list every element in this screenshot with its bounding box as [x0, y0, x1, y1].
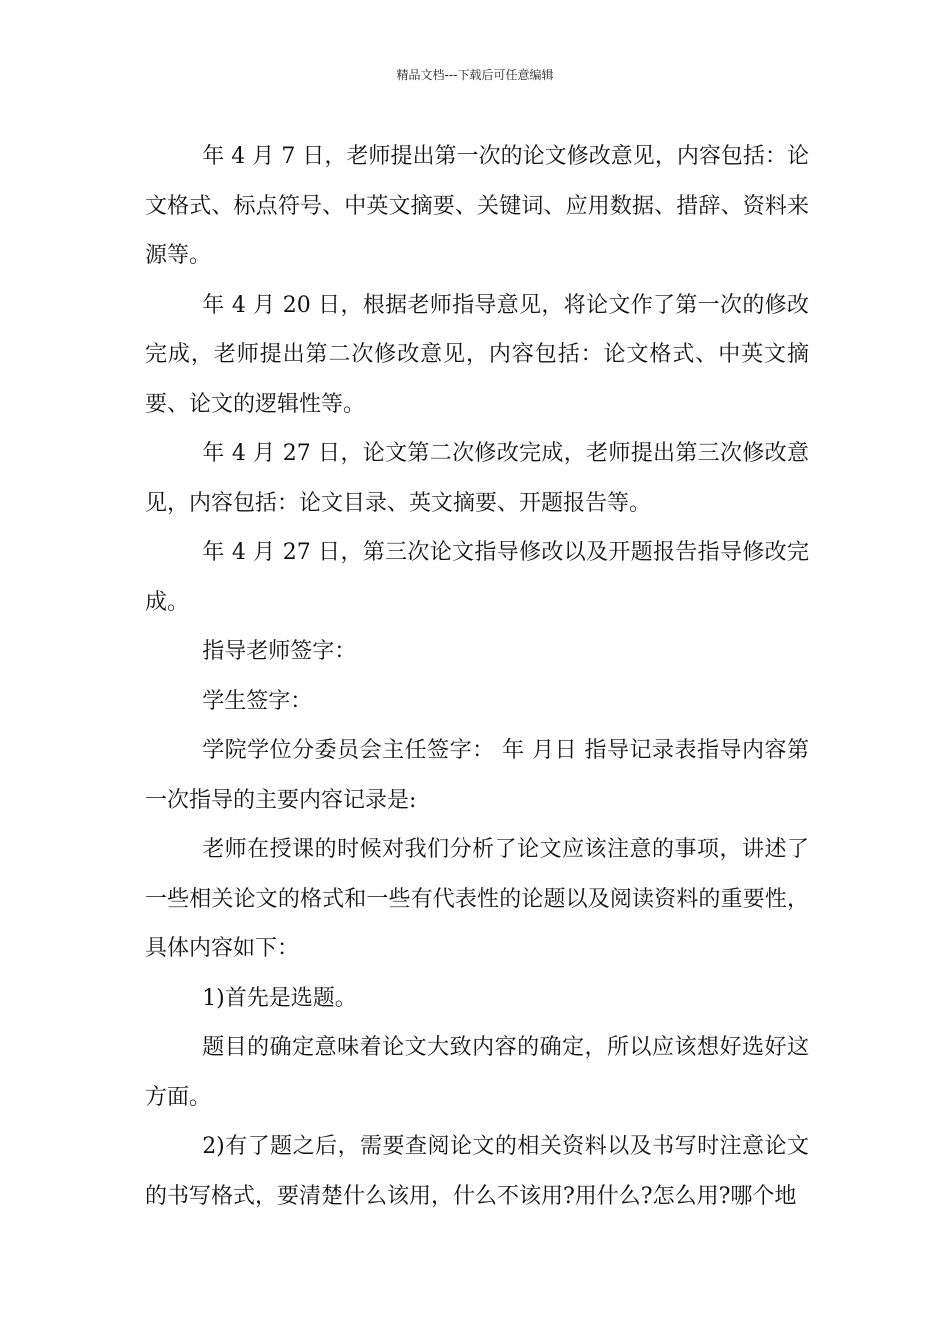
- paragraph-guidance-summary: 老师在授课的时候对我们分析了论文应该注意的事项，讲述了一些相关论文的格式和一些有代表性的论题以及阅读资料的重要性，具体内容如下：: [145, 837, 809, 961]
- paragraph-revision-3: 年 4 月 27 日，论文第二次修改完成，老师提出第三次修改意见，内容包括：论文目录、英文摘要、开题报告等。: [145, 441, 809, 516]
- document-body: [145, 132, 809, 1221]
- paragraph-revision-1: 年 4 月 7 日，老师提出第一次的论文修改意见，内容包括：论文格式、标点符号、中英文摘要、关键词、应用数据、措辞、资料来源等。: [145, 144, 809, 268]
- paragraph-step-1: 1)首先是选题。: [202, 985, 357, 1011]
- paragraph-step-2: 2)有了题之后，需要查阅论文的相关资料以及书写时注意论文的书写格式，要清楚什么该用，什么不该用?用什么?怎么用?哪个地: [145, 1134, 809, 1209]
- paragraph-topic-selection: 题目的确定意味着论文大致内容的确定，所以应该想好选好这方面。: [145, 1035, 809, 1110]
- paragraph-committee-signature: 学院学位分委员会主任签字： 年 月日 指导记录表指导内容第一次指导的主要内容记录是:: [145, 738, 809, 813]
- paragraph-advisor-signature: 指导老师签字：: [202, 639, 357, 664]
- paragraph-revision-4: 年 4 月 27 日，第三次论文指导修改以及开题报告指导修改完成。: [145, 540, 809, 615]
- page-header: 精品文档---下载后可任意编辑: [396, 68, 554, 82]
- paragraph-student-signature: 学生签字：: [202, 688, 313, 714]
- paragraph-revision-2: 年 4 月 20 日，根据老师指导意见，将论文作了第一次的修改完成，老师提出第二次修改意见，内容包括：论文格式、中英文摘要、论文的逻辑性等。: [145, 292, 809, 417]
